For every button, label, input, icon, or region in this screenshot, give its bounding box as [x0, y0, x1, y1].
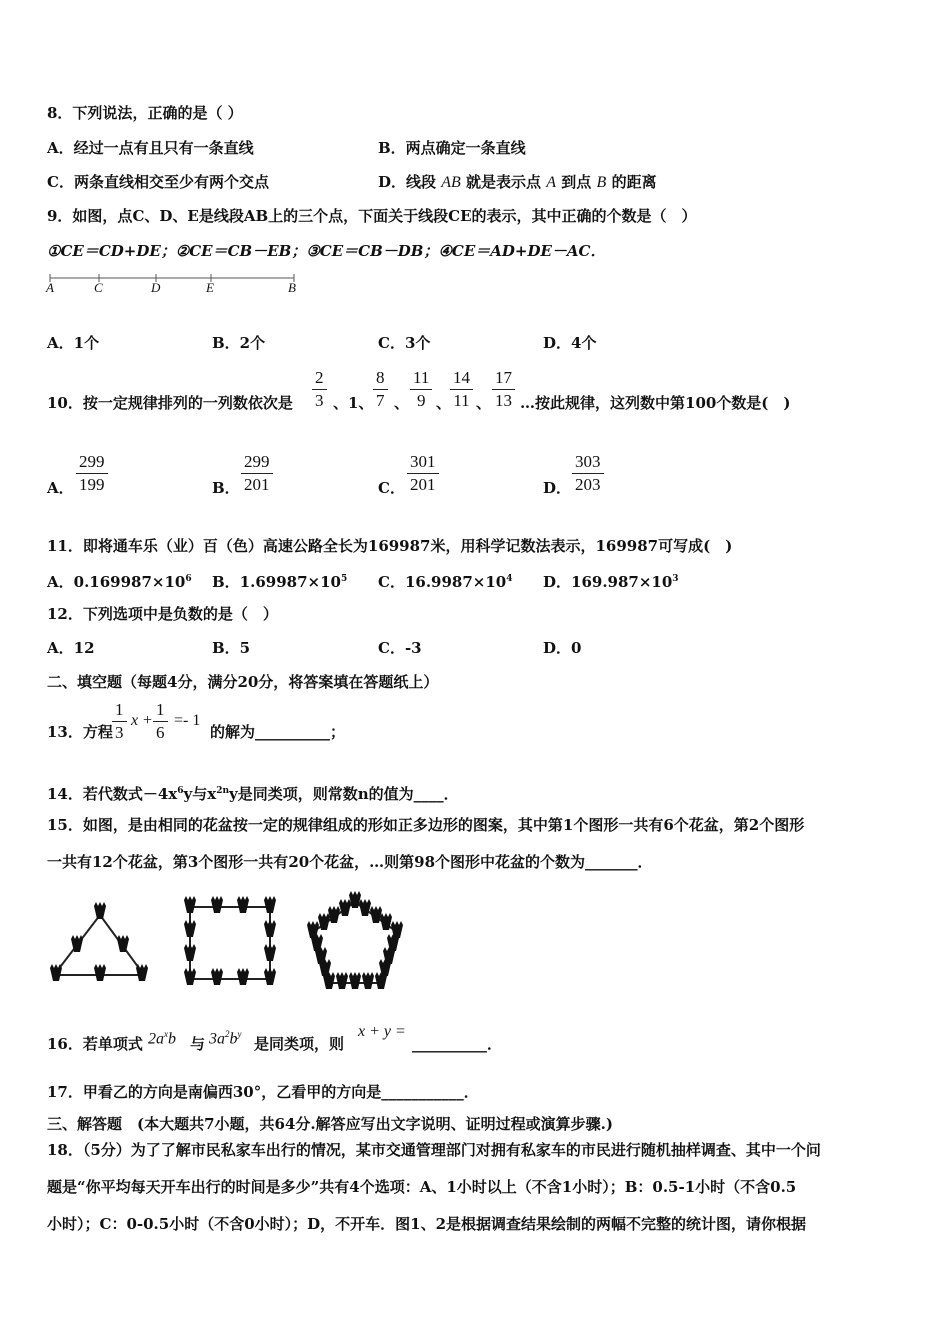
- q13-post: 的解为__________；: [210, 723, 346, 741]
- q16-pre: 16．若单项式: [47, 1035, 143, 1053]
- q8-stem: 8．下列说法，正确的是（ ）: [47, 104, 243, 122]
- q12-option-c: C．-3: [378, 639, 422, 657]
- q13-x: x: [131, 712, 139, 729]
- q9-stem: 9．如图，点C、D、E是线段AB上的三个点，下面关于线段CE的表示，其中正确的个数是（ ）: [47, 207, 697, 225]
- q16-term-1: $2a^xb$: [148, 1029, 176, 1048]
- q9-option-a: A．1个: [47, 334, 100, 352]
- q16-term-2: $3a^2b^y$: [209, 1029, 242, 1048]
- q15-line-1: 15．如图，是由相同的花盆按一定的规律组成的形如正多边形的图案，其中第1个图形一共有6个花盆，第2个图形: [47, 816, 805, 834]
- q10-option-d-label: D．: [543, 479, 572, 497]
- section-3-heading: 三、解答题 (本大题共7小题，共64分.解答应写出文字说明、证明过程或演算步骤.): [47, 1115, 613, 1133]
- q16-expression: x + y =: [358, 1023, 406, 1040]
- q10-seq-frac-3: $\frac{11}{9}$: [410, 367, 432, 412]
- q10-option-b-frac: $\frac{299}{201}$: [241, 451, 273, 496]
- q18-line-3: 小时）；C：0-0.5小时（不含0小时）；D，不开车．图1、2是根据调查结果绘制的两幅不完整的统计图，请你根据: [47, 1215, 807, 1233]
- figure-square-12-pots: [184, 896, 276, 985]
- q9-option-d: D．4个: [543, 334, 597, 352]
- q10-option-c-label: C．: [378, 479, 405, 497]
- q13-frac-1: $\frac{1}{3}$: [112, 699, 127, 744]
- q10-seq-frac-2: $\frac{8}{7}$: [373, 367, 388, 412]
- q12-option-d: D．0: [543, 639, 582, 657]
- q10-sep-1: 、1、: [333, 394, 374, 412]
- q10-stem-post: …按此规律，这列数中第100个数是( ): [520, 394, 791, 412]
- q14-text: 14．若代数式$-4x^6y$与$x^{2n}y$是同类项，则常数n的值为____．: [47, 785, 459, 803]
- q10-option-a-frac: $\frac{299}{199}$: [76, 451, 108, 496]
- q12-option-b: B．5: [212, 639, 251, 657]
- q16-and: 与: [190, 1035, 206, 1053]
- section-2-heading: 二、填空题（每题4分，满分20分，将答案填在答题纸上）: [47, 673, 439, 691]
- q8-option-d: D．线段 AB 就是表示点 A 到点 B 的距离: [378, 173, 657, 191]
- q10-sep-3: 、: [436, 394, 452, 412]
- q13-rhs: =- 1: [174, 712, 201, 729]
- q8-option-b: B．两点确定一条直线: [378, 139, 526, 157]
- q10-option-c-frac: $\frac{301}{201}$: [407, 451, 439, 496]
- q9-segment-figure: [44, 272, 304, 300]
- q10-seq-frac-4: $\frac{14}{11}$: [450, 367, 473, 412]
- figure-triangle-6-pots: [50, 902, 148, 981]
- q12-option-a: A．12: [47, 639, 95, 657]
- q10-seq-frac-5: $\frac{17}{13}$: [492, 367, 515, 412]
- q9-option-c: C．3个: [378, 334, 431, 352]
- q18-line-2: 题是“你平均每天开车出行的时间是多少”共有4个选项：A、1小时以上（不含1小时）；B：0.5-1小时（不含0.5: [47, 1178, 797, 1196]
- point-label-c: C: [94, 280, 103, 295]
- point-label-e: E: [206, 280, 214, 295]
- q10-sep-4: 、: [476, 394, 492, 412]
- q15-flowerpot-figures: [40, 890, 430, 1005]
- q18-line-1: 18．（5分）为了了解市民私家车出行的情况，某市交通管理部门对拥有私家车的市民进行随机抽样调查、其中一个问: [47, 1141, 821, 1159]
- q10-option-a-label: A．: [47, 479, 74, 497]
- q16-mid: 是同类项，则: [254, 1035, 345, 1053]
- q12-stem: 12．下列选项中是负数的是（ ）: [47, 605, 278, 623]
- q11-option-d: D．$169.987\times 10^3$: [543, 573, 679, 591]
- point-label-b: B: [288, 280, 296, 295]
- q17-text: 17．甲看乙的方向是南偏西30°，乙看甲的方向是___________．: [47, 1083, 479, 1101]
- q9-option-b: B．2个: [212, 334, 266, 352]
- point-label-a: A: [46, 280, 54, 295]
- q13-pre: 13．方程: [47, 723, 113, 741]
- q11-option-a: A．$0.169987\times 10^6$: [47, 573, 192, 591]
- q11-option-b: B．$1.69987\times 10^5$: [212, 573, 348, 591]
- figure-pentagon-20-pots: [307, 891, 403, 989]
- q10-option-d-frac: $\frac{303}{203}$: [572, 451, 604, 496]
- q10-seq-frac-1: $\frac{2}{3}$: [312, 367, 327, 412]
- q11-stem: 11．即将通车乐（业）百（色）高速公路全长为169987米，用科学记数法表示，169987可写成( ): [47, 537, 733, 555]
- q9-statements: ①CE＝CD+DE；②CE＝CB－EB；③CE＝CB－DB；④CE＝AD+DE－AC．: [47, 242, 606, 260]
- q13-frac-2: $\frac{1}{6}$: [153, 699, 168, 744]
- q16-post: __________．: [412, 1035, 503, 1053]
- q8-option-c: C．两条直线相交至少有两个交点: [47, 173, 269, 191]
- q10-stem-pre: 10．按一定规律排列的一列数依次是: [47, 394, 293, 412]
- point-label-d: D: [151, 280, 161, 295]
- q10-sep-2: 、: [394, 394, 410, 412]
- q11-option-c: C．$16.9987\times 10^4$: [378, 573, 513, 591]
- q8-option-a: A．经过一点有且只有一条直线: [47, 139, 254, 157]
- q13-plus: +: [143, 712, 153, 729]
- q10-option-b-label: B．: [212, 479, 240, 497]
- q15-line-2: 一共有12个花盆，第3个图形一共有20个花盆，…则第98个图形中花盆的个数为_______．: [47, 853, 653, 871]
